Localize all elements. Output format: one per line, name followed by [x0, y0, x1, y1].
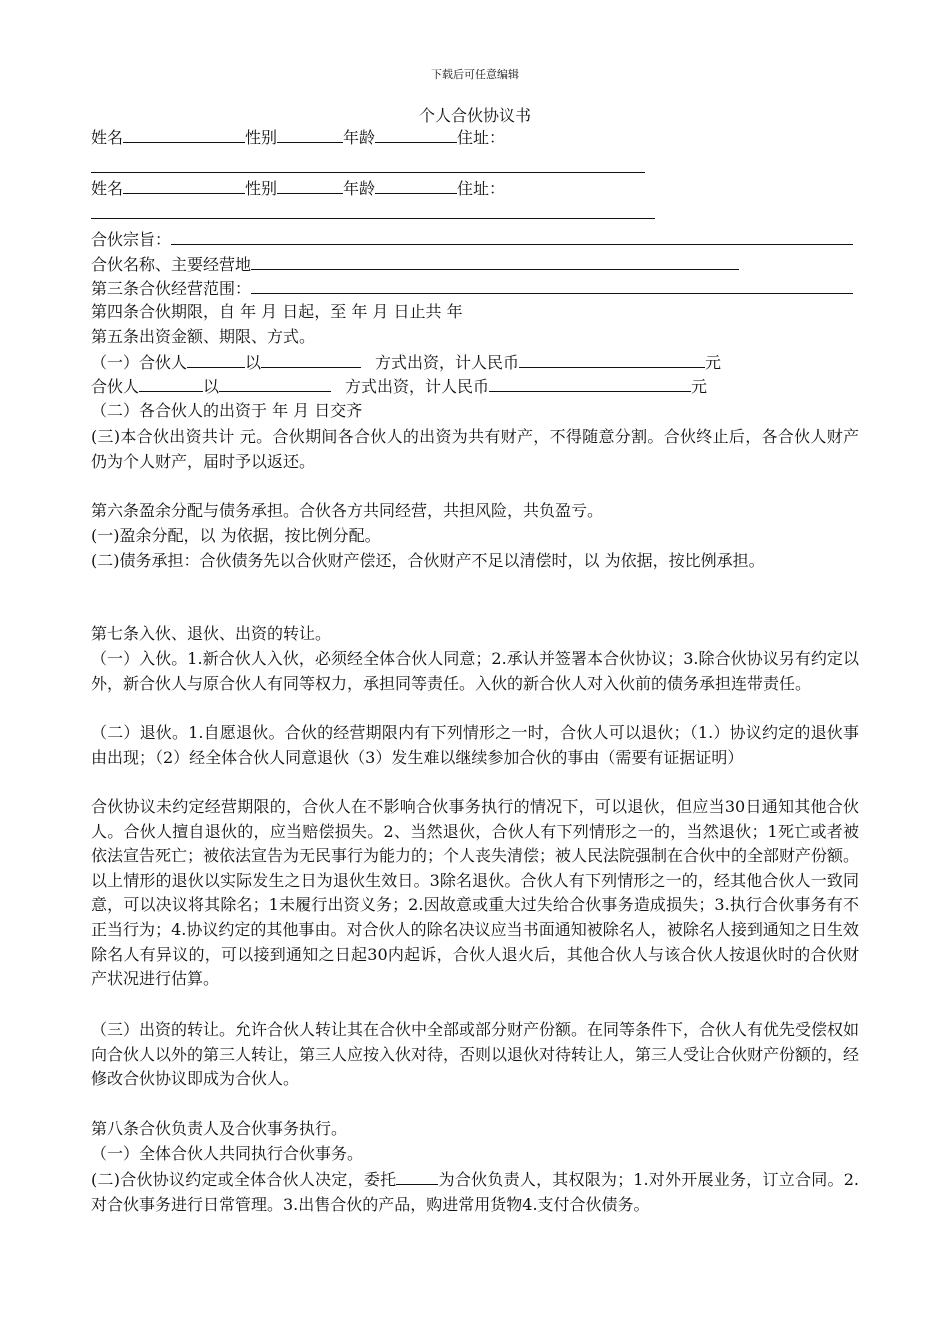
address-label: 住址： — [457, 128, 506, 147]
gender-label: 性别 — [245, 128, 278, 147]
age-blank[interactable] — [375, 125, 457, 143]
document-title: 个人合伙协议书 — [418, 106, 531, 125]
article-7-1: （一）入伙。1.新合伙人入伙，必须经全体合伙人同意；2.承认并签署本合伙协议；3.除合伙协议另有约定以外，新合伙人与原合伙人有同等权力，承担同等责任。入伙的新合伙人对入伙前的债务承担连带责任。 — [91, 649, 859, 693]
purpose-row — [91, 227, 853, 252]
partner-1-row — [91, 125, 505, 150]
article-7-2: （二）退伙。1.自愿退伙。合伙的经营期限内有下列情形之一时，合伙人可以退伙；（1.）协议约定的退伙事由出现；（2）经全体合伙人同意退伙（3）发生难以继续参加合伙的事由（需要有证据证明） — [91, 723, 859, 767]
partner-blank[interactable] — [187, 350, 245, 368]
name-place-label: 合伙名称、主要经营地 — [91, 255, 252, 274]
name-place-row — [91, 252, 739, 277]
age-blank[interactable] — [375, 176, 457, 194]
page-header: 下载后可任意编辑 — [431, 68, 519, 81]
scope-label: 第三条合伙经营范围： — [91, 279, 252, 298]
contribution-row-2 — [91, 374, 707, 399]
address-2-line[interactable] — [91, 218, 655, 219]
authority-text: 为合伙负责人，其权限为；1.对外开展业务，订立合同。2.对合伙事务进行日常管理。3.出售合伙的产品，购进常用货物4.支付合伙债务。 — [91, 1170, 859, 1214]
name-blank[interactable] — [123, 125, 245, 143]
article-7-3: （三）出资的转让。允许合伙人转让其在合伙中全部或部分财产份额。在同等条件下，合伙人有优先受偿权如向合伙人以外的第三人转让，第三人应按入伙对待，否则以退伙对待转让人，第三人受让合伙财产份额的，经修改合伙协议即成为合伙人。 — [91, 1020, 860, 1089]
partner-blank[interactable] — [139, 374, 203, 392]
name-place-blank[interactable] — [251, 252, 739, 270]
gender-blank[interactable] — [277, 125, 343, 143]
with-label: 以 — [245, 353, 262, 372]
purpose-blank[interactable] — [171, 227, 853, 245]
article-6-title: 第六条盈余分配与债务承担。合伙各方共同经营，共担风险，共负盈亏。 — [91, 501, 604, 520]
purpose-label: 合伙宗旨： — [91, 230, 172, 249]
article-6-2: (二)债务承担：合伙债务先以合伙财产偿还，合伙财产不足以清偿时，以 为依据，按比例承担。 — [91, 551, 765, 570]
name-blank[interactable] — [123, 176, 245, 194]
article-7-title: 第七条入伙、退伙、出资的转让。 — [91, 624, 332, 643]
age-label: 年龄 — [343, 128, 376, 147]
name-label: 姓名 — [91, 179, 124, 198]
contribution-date: （二）各合伙人的出资于 年 月 日交齐 — [91, 401, 363, 420]
amount-blank[interactable] — [519, 350, 705, 368]
delegation-text: (二)合伙协议约定或全体合伙人决定，委托 — [91, 1170, 397, 1189]
item-blank[interactable] — [261, 350, 361, 368]
article-5-title: 第五条出资金额、期限、方式。 — [91, 327, 316, 346]
article-8-1: （一）全体合伙人共同执行合伙事务。 — [91, 1144, 364, 1163]
address-1-line[interactable] — [91, 172, 645, 173]
name-label: 姓名 — [91, 128, 124, 147]
item-blank[interactable] — [219, 374, 331, 392]
contribution-row-1 — [91, 350, 721, 375]
age-label: 年龄 — [343, 179, 376, 198]
gender-blank[interactable] — [277, 176, 343, 194]
scope-row — [91, 276, 853, 301]
address-label: 住址： — [457, 179, 506, 198]
scope-blank[interactable] — [251, 276, 853, 294]
article-8-2 — [91, 1167, 859, 1217]
partner-2-row — [91, 176, 505, 201]
amount-blank[interactable] — [489, 374, 691, 392]
method-label: 方式出资，计人民币 — [345, 377, 490, 396]
method-label: 方式出资，计人民币 — [375, 353, 520, 372]
article-7-2b: 合伙协议未约定经营期限的，合伙人在不影响合伙事务执行的情况下，可以退伙，但应当30日通知其他合伙人。合伙人擅自退伙的，应当赔偿损失。2、当然退伙，合伙人有下列情形之一的，当然退伙；1死亡或者被依法宣告死亡；被依法宣告为无民事行为能力的；个人丧失清偿；被人民法院强制在合伙中的全部财产份额。以上情形的退伙以实际发生之日为退伙生效日。3除名退伙。合伙人有下列情形之一的，经其他合伙人一致同意，可以决议将其除名；1未履行出资义务；2.因故意或重大过失给合伙事务造成损失；3.执行合伙事务有不正当行为；4.协议约定的其他事由。对合伙人的除名决议应当书面通知被除名人，被除名人接到通知之日生效除名人有异议的，可以接到通知之日起30内起诉，合伙人退火后，其他合伙人与该合伙人按退伙时的合伙财产状况进行估算。 — [91, 797, 860, 989]
article-8-title: 第八条合伙负责人及合伙事务执行。 — [91, 1119, 348, 1138]
with-label: 以 — [203, 377, 220, 396]
yuan-label: 元 — [691, 377, 708, 396]
contribution-label: （一）合伙人 — [91, 353, 188, 372]
term-line: 第四条合伙期限，自 年 月 日起，至 年 月 日止共 年 — [91, 302, 463, 321]
manager-blank[interactable] — [396, 1167, 438, 1185]
article-6-1: (一)盈余分配，以 为依据，按比例分配。 — [91, 526, 381, 545]
yuan-label: 元 — [705, 353, 722, 372]
article-5-3: (三)本合伙出资共计 元。合伙期间各合伙人的出资为共有财产，不得随意分割。合伙终止后，各合伙人财产仍为个人财产，届时予以返还。 — [91, 427, 859, 471]
gender-label: 性别 — [245, 179, 278, 198]
contribution-label: 合伙人 — [91, 377, 140, 396]
